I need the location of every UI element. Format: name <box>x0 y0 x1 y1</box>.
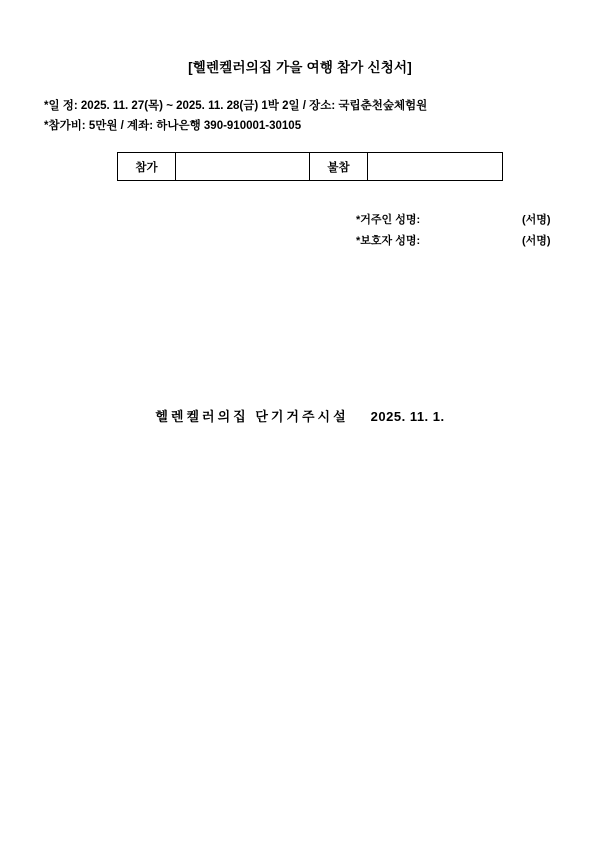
document-footer <box>0 406 600 425</box>
guardian-signature-mark[interactable]: (서명) <box>522 235 551 247</box>
guardian-name-label: *보호자 성명: <box>356 235 421 247</box>
event-fee-line: *참가비: 5만원 / 계좌: 하나은행 390-910001-30105 <box>44 120 302 133</box>
absent-checkbox-cell[interactable] <box>368 153 503 181</box>
attend-label-cell: 참가 <box>118 153 176 181</box>
page-title: [헬렌켈러의집 가을 여행 참가 신청서] <box>188 60 412 75</box>
footer-organization: 헬렌켈러의집 단기거주시설 <box>155 409 349 424</box>
event-schedule-line: *일 정: 2025. 11. 27(목) ~ 2025. 11. 28(금) 1박 2일 / 장소: 국립춘천숲체험원 <box>44 100 428 112</box>
guardian-signature-row <box>0 231 600 252</box>
footer-date: 2025. 11. 1. <box>370 409 445 424</box>
event-info-block <box>44 96 564 136</box>
signature-block <box>0 210 600 252</box>
resident-signature-mark[interactable]: (서명) <box>522 214 551 226</box>
resident-name-label: *거주인 성명: <box>356 214 421 226</box>
attendance-table <box>117 152 503 181</box>
resident-signature-row <box>0 210 600 231</box>
absent-label-cell: 불참 <box>310 153 368 181</box>
table-row <box>118 153 503 181</box>
attend-checkbox-cell[interactable] <box>176 153 310 181</box>
